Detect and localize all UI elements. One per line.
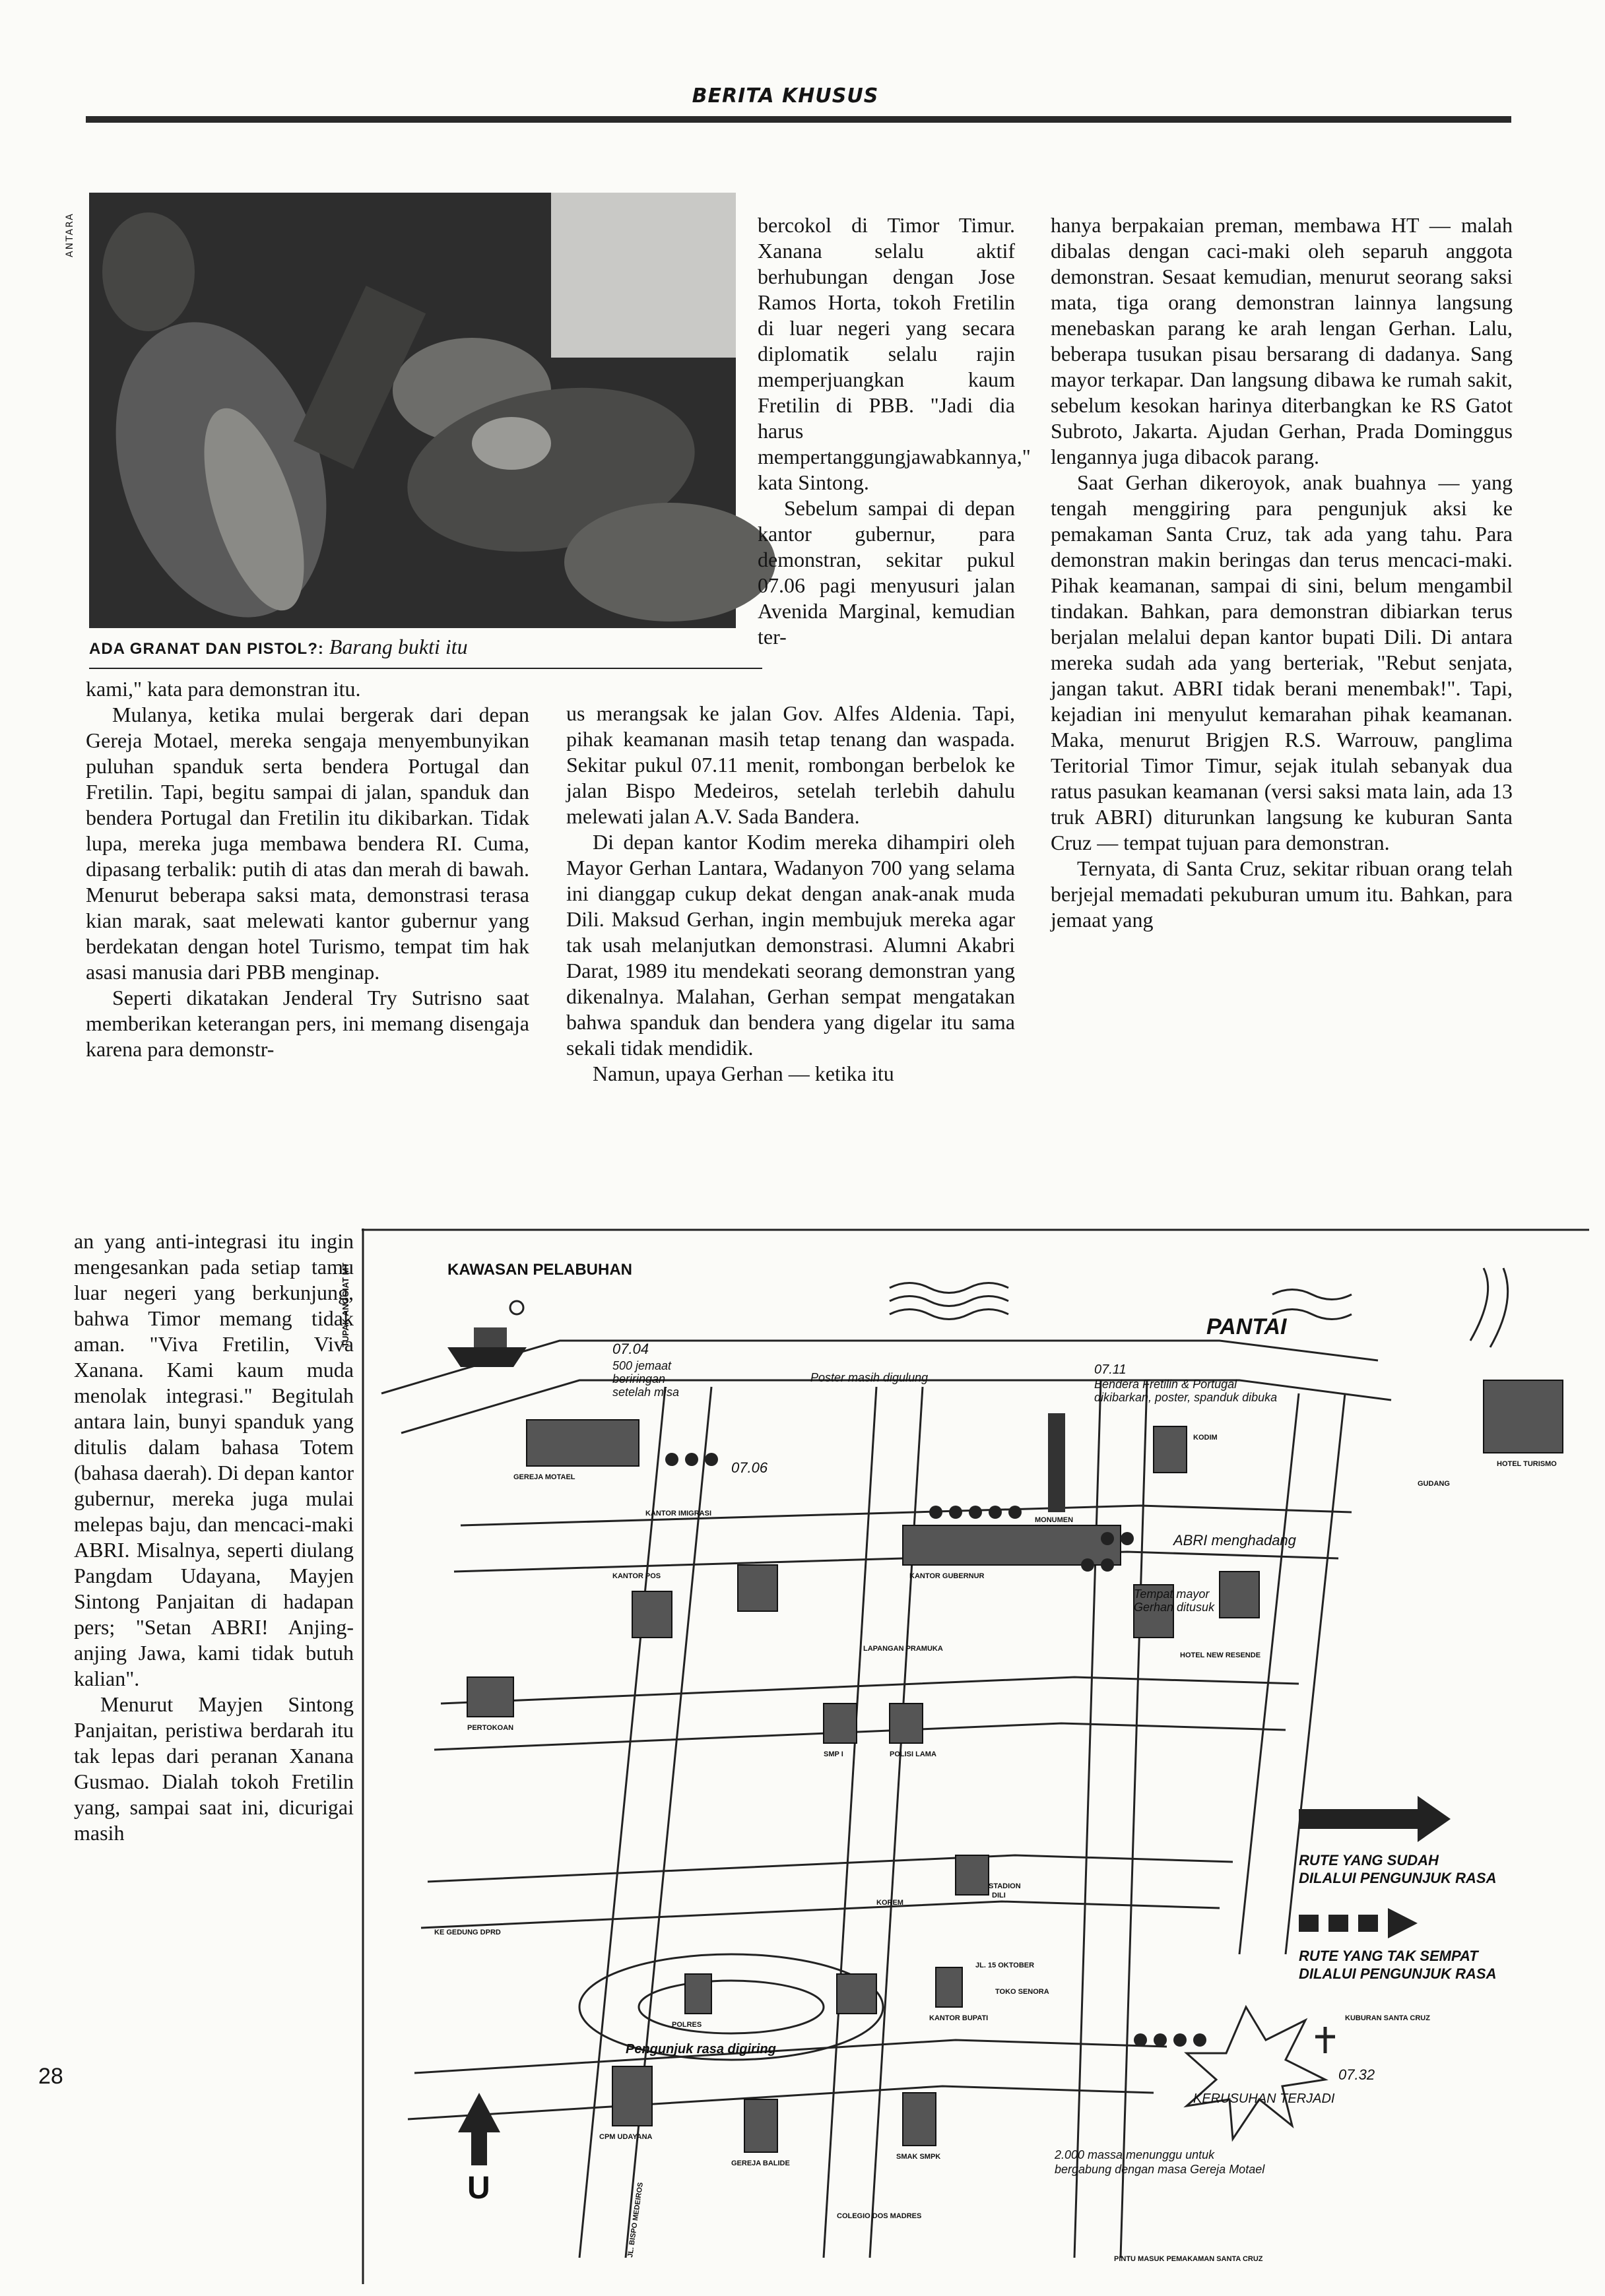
- article-column-3: [1051, 212, 1513, 933]
- label-pantai: PANTAI: [1206, 1314, 1287, 1339]
- label-t4-time: 07.32: [1338, 2066, 1375, 2083]
- paragraph: us merangsak ke jalan Gov. Alfes Aldenia. Tapi, pihak keamanan masih tetap tenang dan waspada. Sekitar pukul 07.11 menit, rombongan berbelok ke jalan Bispo Medeiros, setelah terlebih dahulu melewati jalan A.V. Sada Bandera.: [566, 701, 1015, 828]
- label-monumen: MONUMEN: [1035, 1516, 1074, 1524]
- dili-route-map: [341, 1228, 1597, 2284]
- legend-route-taken-1: RUTE YANG SUDAH: [1299, 1852, 1439, 1868]
- label-t3-line2: dikibarkan, poster, spanduk dibuka: [1094, 1391, 1278, 1404]
- label-smak: SMAK SMPK: [896, 2153, 941, 2161]
- paragraph: hanya berpakaian preman, membawa HT — malah dibalas dengan caci-maki oleh separuh anggota demonstran. Sesaat kemudian, menurut seorang saksi mata, tiga orang demonstran lainnya langsung menebaskan parang ke arah lengan Gerhan. Lalu, beberapa tusukan pisau bersarang di dadanya. Sang mayor terkapar. Dan langsung dibawa ke rumah sakit, sebelum kesokan harinya diterbangkan ke RS Gatot Subroto, Jakarta. Ajudan Gerhan, Prada Dominggus lengannya juga dibacok parang.: [1051, 213, 1513, 468]
- label-t1-time: 07.04: [612, 1341, 649, 1357]
- legend-route-not-taken-1: RUTE YANG TAK SEMPAT: [1299, 1948, 1478, 1964]
- label-toko-senora: TOKO SENORA: [995, 1988, 1049, 1996]
- label-polisi-lama: POLISI LAMA: [890, 1750, 936, 1758]
- north-label: U: [467, 2171, 490, 2206]
- label-gudang: GUDANG: [1418, 1480, 1450, 1488]
- label-t1-line3: setelah misa: [612, 1386, 680, 1399]
- photo-credit: ANTARA: [65, 212, 75, 257]
- label-polres: POLRES: [672, 2021, 702, 2029]
- caption-bold: ADA GRANAT DAN PISTOL?:: [89, 640, 324, 658]
- label-kuburan: KUBURAN SANTA CRUZ: [1345, 2014, 1430, 2022]
- label-smp1: SMP I: [824, 1750, 843, 1758]
- article-column-2: [758, 212, 1031, 650]
- map-credit: TUPAK ANGGIAT MT: [341, 1262, 350, 1347]
- label-gereja-balide: GEREJA BALIDE: [731, 2159, 790, 2167]
- label-lapangan: LAPANGAN PRAMUKA: [863, 1645, 943, 1653]
- label-t3-time: 07.11: [1094, 1362, 1127, 1377]
- label-poster: Poster masih digulung: [810, 1371, 929, 1384]
- label-kantor-gubernur: KANTOR GUBERNUR: [909, 1572, 985, 1580]
- header-rule: [86, 116, 1511, 123]
- paragraph: Ternyata, di Santa Cruz, sekitar ribuan orang telah berjejal memadati pekuburan umum itu. Bahkan, para jemaat yang: [1051, 856, 1513, 932]
- label-gereja-motael: GEREJA MOTAEL: [513, 1473, 575, 1481]
- legend-route-taken-2: DILALUI PENGUNJUK RASA: [1299, 1870, 1497, 1886]
- article-column-1: [86, 676, 529, 1062]
- label-pintu-masuk: PINTU MASUK PEMAKAMAN SANTA CRUZ: [1114, 2255, 1263, 2263]
- paragraph: Menurut Mayjen Sintong Panjaitan, peristiwa berdarah itu tak lepas dari peranan Xanana Gusmao. Dialah tokoh Fretilin yang, sampai saat ini, dicurigai masih: [74, 1692, 354, 1845]
- map-title: KAWASAN PELABUHAN: [447, 1261, 633, 1279]
- label-t2-time: 07.06: [731, 1459, 768, 1476]
- paragraph: Sebelum sampai di depan kantor gubernur, para demonstran, sekitar pukul 07.06 pagi menyusuri jalan Avenida Marginal, kemudian ter-: [758, 496, 1015, 649]
- paragraph: Di depan kantor Kodim mereka dihampiri oleh Mayor Gerhan Lantara, Wadanyon 700 yang selama ini dianggap cukup dekat dengan anak-anak muda Dili. Maksud Gerhan, ingin membujuk mereka agar tak usah melanjutkan demonstrasi. Alumni Akabri Darat, 1989 itu mendekati seorang demonstran yang dikenalnya. Malahan, Gerhan sempat mengatakan bahwa spanduk dan bendera yang digelar itu sama sekali tidak mendidik.: [566, 830, 1015, 1060]
- monument-icon: [1048, 1413, 1065, 1512]
- label-15-oktober: JL. 15 OKTOBER: [975, 1961, 1035, 1969]
- page-number: 28: [38, 2064, 63, 2089]
- label-ke-gedung: KE GEDUNG DPRD: [434, 1929, 501, 1936]
- caption-rule: [89, 668, 762, 669]
- photo-caption: [89, 635, 749, 659]
- paragraph: Saat Gerhan dikeroyok, anak buahnya — yang tengah menggiring para pengunjuk aksi ke pemakaman Santa Cruz, tak ada yang tahu. Para demonstran makin beringas dan terus mencaci-maki. Pihak keamanan, sampai di sini, belum mengambil tindakan. Bahkan, para demonstran dibiarkan terus berjalan melalui depan kantor bupati Dili. Di antara mereka sudah ada yang berteriak, "Rebut senjata, jangan takut. ABRI tidak berani menembak!". Tapi, kejadian ini menyulut kemarahan pihak keamanan. Maka, menurut Brigjen R.S. Warrouw, panglima Teritorial Timor Timur, sejak itulah sebanyak dua ratus pasukan keamanan (versi saksi mata lain, ada 13 truk ABRI) diturunkan langsung ke kuburan Santa Cruz — tempat tujuan para demonstran.: [1051, 470, 1513, 854]
- paragraph: Mulanya, ketika mulai bergerak dari depan Gereja Motael, mereka sengaja menyembunyikan puluhan spanduk serta bendera Portugal dan Fretilin. Tapi, begitu sampai di jalan, spanduk dan bendera Portugal dan Fretilin itu dikibarkan. Tidak lupa, mereka juga membawa bendera RI. Cuma, dipasang terbalik: putih di atas dan merah di bawah. Menurut beberapa saksi mata, demonstrasi terasa kian marak, saat melewati kantor gubernur yang berdekatan dengan hotel Turismo, tempat tim hak asasi manusia dari PBB menginap.: [86, 703, 529, 984]
- label-pengunjuk: Pengunjuk rasa digiring: [626, 2042, 776, 2057]
- label-jl-bispo: JL. BISPO MEDEIROS: [626, 2181, 645, 2258]
- label-kantor-bupati: KANTOR BUPATI: [929, 2014, 989, 2022]
- label-stadion: STADION: [989, 1882, 1021, 1890]
- legend-route-not-taken-2: DILALUI PENGUNJUK RASA: [1299, 1965, 1497, 1982]
- label-kantor-pos: KANTOR POS: [612, 1572, 661, 1580]
- paragraph: Seperti dikatakan Jenderal Try Sutrisno saat memberikan keterangan pers, ini memang disengaja karena para demonstr-: [86, 986, 529, 1061]
- paragraph: Namun, upaya Gerhan — ketika itu: [593, 1062, 894, 1085]
- caption-italic: Barang bukti itu: [329, 635, 468, 658]
- label-t5-line1: 2.000 massa menunggu untuk: [1055, 2148, 1215, 2161]
- article-column-1-lower: [74, 1228, 354, 1846]
- label-pertokoan: PERTOKOAN: [467, 1724, 514, 1732]
- label-t1-line1: 500 jemaat: [612, 1359, 672, 1372]
- label-kerusuhan: KERUSUHAN TERJADI: [1193, 2091, 1335, 2106]
- label-t1-line2: beriringan: [612, 1372, 666, 1386]
- label-t5-line2: bergabung dengan masa Gereja Motael: [1055, 2163, 1265, 2176]
- label-hotel-turismo: HOTEL TURISMO: [1497, 1460, 1557, 1468]
- label-dili: DILI: [992, 1892, 1006, 1899]
- section-title: BERITA KHUSUS: [692, 84, 879, 108]
- label-t3-line1: Bendera Fretilin & Portugal: [1094, 1378, 1237, 1391]
- label-hotel-new-resende: HOTEL NEW RESENDE: [1180, 1651, 1261, 1659]
- label-abri: ABRI menghadang: [1173, 1532, 1296, 1548]
- label-kodim: KODIM: [1193, 1434, 1218, 1442]
- article-column-2-lower: [566, 701, 1015, 1087]
- label-colegio: COLEGIO DOS MADRES: [837, 2212, 922, 2220]
- label-tempat1: Tempat mayor: [1134, 1587, 1210, 1601]
- label-korem: KOREM: [876, 1899, 903, 1907]
- paragraph: bercokol di Timor Timur. Xanana selalu aktif berhubungan dengan Jose Ramos Horta, tokoh Fretilin di luar negeri yang secara diplomatik selalu rajin memperjuangkan kaum Fretilin di PBB. "Jadi dia harus mempertanggungjawabkannya," kata Sintong.: [758, 213, 1031, 494]
- label-tempat2: Gerhan ditusuk: [1134, 1601, 1215, 1614]
- evidence-photo: [89, 193, 736, 628]
- label-cpm: CPM UDAYANA: [599, 2133, 653, 2141]
- paragraph: an yang anti-integrasi itu ingin mengesankan pada setiap tamu luar negeri yang berkunjung, bahwa Timor memang tidak aman. "Viva Fretilin, Viva Xanana. Kami kaum muda menolak integrasi." Begitulah antara lain, bunyi spanduk yang ditulis dalam bahasa Totem (bahasa daerah). Di depan kantor gubernur, mereka juga mulai melepas baju, dan mencaci-maki ABRI. Misalnya, seperti diulang Pangdam Udayana, Mayjen Sintong Panjaitan di hadapan pers; "Setan ABRI! Anjing-anjing Jawa, kami tidak butuh kalian".: [74, 1229, 354, 1690]
- paragraph: kami," kata para demonstran itu.: [86, 677, 361, 701]
- label-kantor-imigrasi: KANTOR IMIGRASI: [645, 1510, 712, 1517]
